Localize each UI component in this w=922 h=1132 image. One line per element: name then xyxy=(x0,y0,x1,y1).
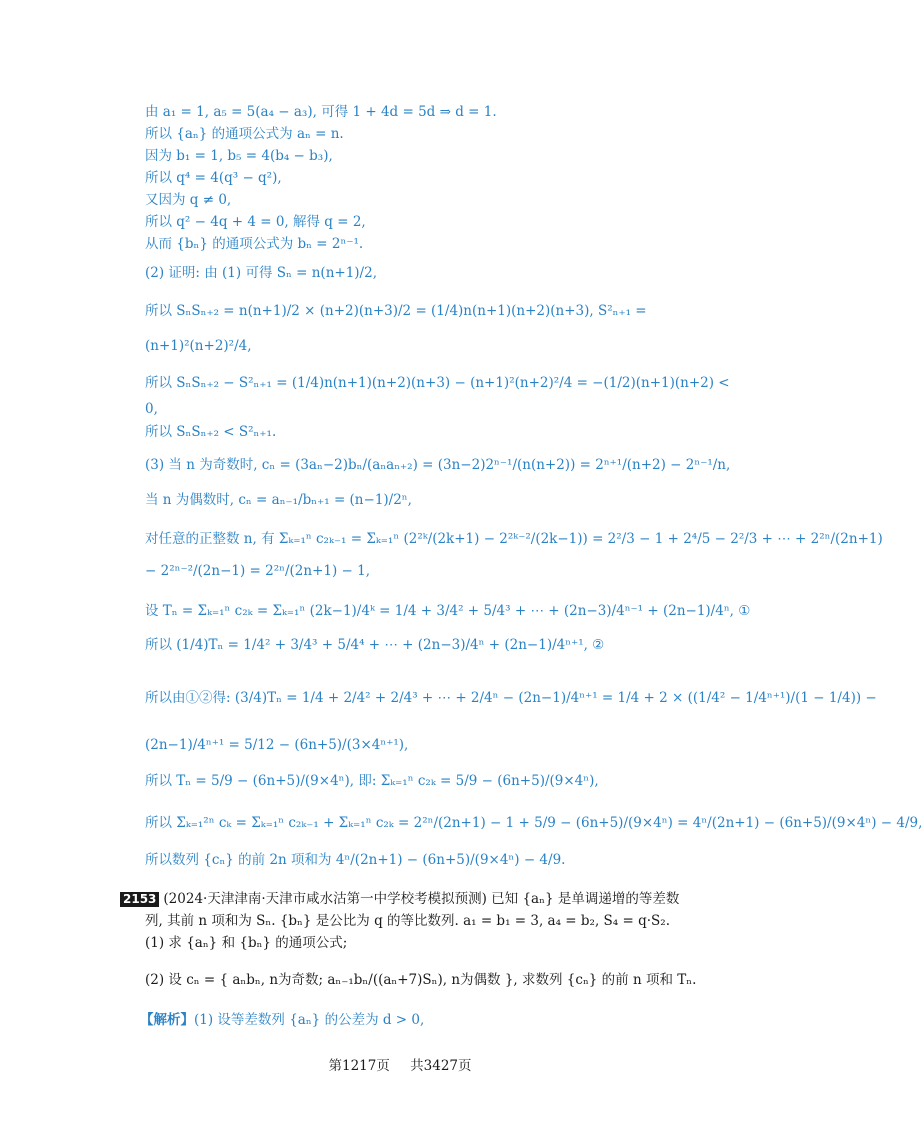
solution-line: 所以 {aₙ} 的通项公式为 aₙ = n. xyxy=(145,126,344,142)
solution-line: 所以 q² − 4q + 4 = 0, 解得 q = 2, xyxy=(145,214,366,230)
solution-line: (3) 当 n 为奇数时, cₙ = (3aₙ−2)bₙ/(aₙaₙ₊₂) = (3n−2)2ⁿ⁻¹/(n(n+2)) = 2ⁿ⁺¹/(n+2) − 2ⁿ⁻¹/n, xyxy=(145,457,731,473)
solution-line: 由 a₁ = 1, a₅ = 5(a₄ − a₃), 可得 1 + 4d = 5d ⇒ d = 1. xyxy=(145,104,497,120)
solution-line: 0, xyxy=(145,401,158,417)
solution-line: − 2²ⁿ⁻²/(2n−1) = 2²ⁿ/(2n+1) − 1, xyxy=(145,563,371,579)
total-pages: 共3427页 xyxy=(410,1058,472,1074)
problem-part-2: (2) 设 cₙ = { aₙbₙ, n为奇数; aₙ₋₁bₙ/((aₙ+7)Sₙ), n为偶数 }, 求数列 {cₙ} 的前 n 项和 Tₙ. xyxy=(145,972,697,988)
solution-line: 所以数列 {cₙ} 的前 2n 项和为 4ⁿ/(2n+1) − (6n+5)/(9×4ⁿ) − 4/9. xyxy=(145,852,566,868)
problem-statement-line xyxy=(120,891,679,907)
solution-line: 所以由①②得: (3/4)Tₙ = 1/4 + 2/4² + 2/4³ + ⋯ + 2/4ⁿ − (2n−1)/4ⁿ⁺¹ = 1/4 + 2 × ((1/4² − 1/4ⁿ⁺¹)/(1 − 1/4)) − xyxy=(145,690,877,706)
solution-line: (2) 证明: 由 (1) 可得 Sₙ = n(n+1)/2, xyxy=(145,265,377,281)
page-number: 第1217页 xyxy=(328,1058,390,1074)
problem-source-text: (2024·天津津南·天津市咸水沽第一中学校考模拟预测) 已知 {aₙ} 是单调递增的等差数 xyxy=(163,891,680,907)
solution-line: 所以 (1/4)Tₙ = 1/4² + 3/4³ + 5/4⁴ + ⋯ + (2n−3)/4ⁿ + (2n−1)/4ⁿ⁺¹, ② xyxy=(145,637,605,653)
solution-line: 当 n 为偶数时, cₙ = aₙ₋₁/bₙ₊₁ = (n−1)/2ⁿ, xyxy=(145,492,412,508)
solution-line: (n+1)²(n+2)²/4, xyxy=(145,338,252,354)
solution-line: 所以 q⁴ = 4(q³ − q²), xyxy=(145,170,282,186)
solution-line: 所以 Tₙ = 5/9 − (6n+5)/(9×4ⁿ), 即: Σₖ₌₁ⁿ c₂ₖ = 5/9 − (6n+5)/(9×4ⁿ), xyxy=(145,773,599,789)
solution-line: 所以 SₙSₙ₊₂ − S²ₙ₊₁ = (1/4)n(n+1)(n+2)(n+3) − (n+1)²(n+2)²/4 = −(1/2)(n+1)(n+2) < xyxy=(145,375,730,391)
solution-line: 所以 Σₖ₌₁²ⁿ cₖ = Σₖ₌₁ⁿ c₂ₖ₋₁ + Σₖ₌₁ⁿ c₂ₖ = 2²ⁿ/(2n+1) − 1 + 5/9 − (6n+5)/(9×4ⁿ) = 4ⁿ/(2n+1) − (6n+5)/(9×4ⁿ) − 4/9, xyxy=(145,815,922,831)
solution-line: (2n−1)/4ⁿ⁺¹ = 5/12 − (6n+5)/(3×4ⁿ⁺¹), xyxy=(145,737,409,753)
problem-number-badge: 2153 xyxy=(120,892,159,907)
analysis-label: 【解析】 xyxy=(140,1012,194,1028)
solution-line: 又因为 q ≠ 0, xyxy=(145,192,232,208)
solution-line: 设 Tₙ = Σₖ₌₁ⁿ c₂ₖ = Σₖ₌₁ⁿ (2k−1)/4ᵏ = 1/4 + 3/4² + 5/4³ + ⋯ + (2n−3)/4ⁿ⁻¹ + (2n−1)/4ⁿ, ① xyxy=(145,603,751,619)
solution-line: 因为 b₁ = 1, b₅ = 4(b₄ − b₃), xyxy=(145,148,333,164)
solution-line: 对任意的正整数 n, 有 Σₖ₌₁ⁿ c₂ₖ₋₁ = Σₖ₌₁ⁿ (2²ᵏ/(2k+1) − 2²ᵏ⁻²/(2k−1)) = 2²/3 − 1 + 2⁴/5 − 2²/3 + ⋯ + 2²ⁿ/(2n+1) xyxy=(145,531,883,547)
problem-part-1: (1) 求 {aₙ} 和 {bₙ} 的通项公式; xyxy=(145,935,348,951)
analysis-line xyxy=(140,1012,424,1028)
solution-line: 所以 SₙSₙ₊₂ = n(n+1)/2 × (n+2)(n+3)/2 = (1/4)n(n+1)(n+2)(n+3), S²ₙ₊₁ = xyxy=(145,303,647,319)
problem-statement-line: 列, 其前 n 项和为 Sₙ. {bₙ} 是公比为 q 的等比数列. a₁ = b₁ = 3, a₄ = b₂, S₄ = q·S₂. xyxy=(145,913,670,929)
page-footer xyxy=(0,1054,800,1074)
solution-line: 从而 {bₙ} 的通项公式为 bₙ = 2ⁿ⁻¹. xyxy=(145,236,364,252)
analysis-text: (1) 设等差数列 {aₙ} 的公差为 d > 0, xyxy=(194,1012,425,1028)
solution-line: 所以 SₙSₙ₊₂ < S²ₙ₊₁. xyxy=(145,424,277,440)
